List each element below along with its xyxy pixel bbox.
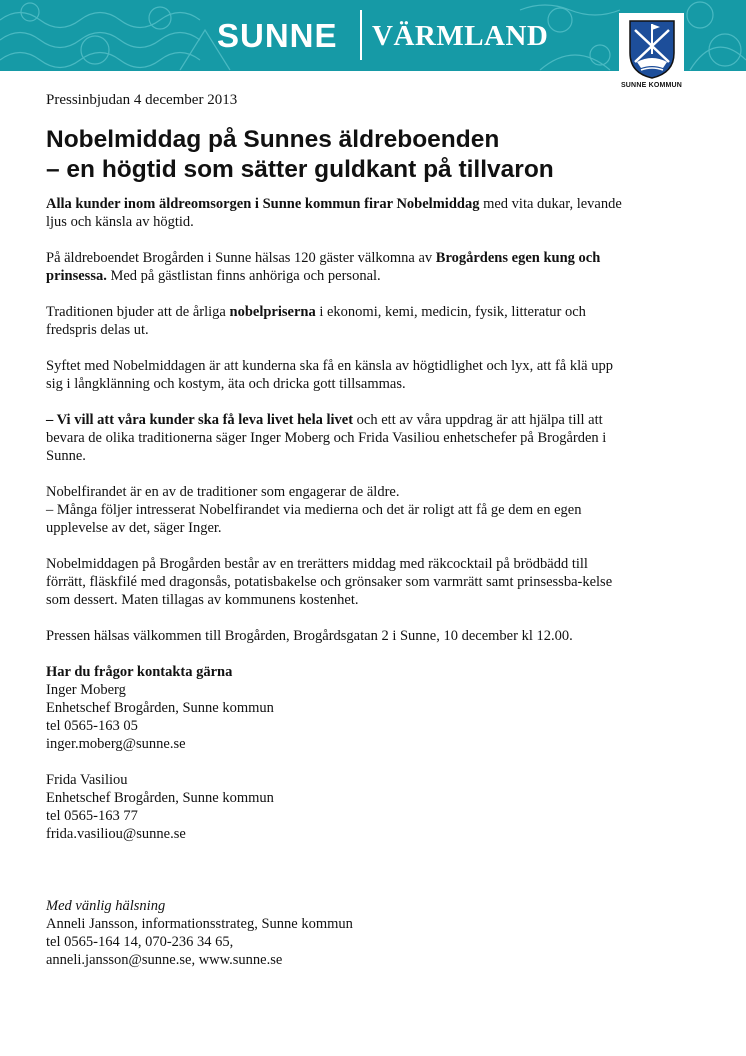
celebration-line-2: – Många följer intresserat Nobelfirandet via medierna och det är roligt att få ge dem en egen upplevelse av det, säger Inger. (46, 502, 582, 536)
paragraph-quote (46, 411, 626, 465)
guests-bold: Brogårdens egen kung och prinsessa. (46, 250, 601, 284)
guests-text: På äldreboendet Brogården i Sunne hälsas 120 gäster välkomna av (46, 250, 436, 266)
contact-block-2 (46, 771, 626, 843)
headline (46, 125, 626, 185)
paragraph-intro (46, 195, 626, 231)
paragraph-celebration (46, 483, 626, 537)
brand-divider (360, 10, 362, 60)
contact-1-phone: tel 0565-163 05 (46, 718, 138, 734)
signoff-phone: tel 0565-164 14, 070-236 34 65, (46, 934, 234, 950)
intro-bold: Alla kunder inom äldreomsorgen i Sunne kommun firar Nobelmiddag (46, 196, 480, 212)
contact-2-name: Frida Vasiliou (46, 772, 128, 788)
brand-name: SUNNE (217, 17, 338, 54)
contact-2-phone: tel 0565-163 77 (46, 808, 138, 824)
tradition-bold: nobelpriserna (229, 304, 316, 320)
intro-rest: med vita dukar, levande ljus och känsla av högtid. (46, 196, 622, 230)
coat-of-arms-icon (627, 18, 677, 80)
contact-2-email[interactable]: frida.vasiliou@sunne.se (46, 826, 186, 842)
signoff-greeting: Med vänlig hälsning (46, 898, 166, 914)
paragraph-guests (46, 249, 626, 285)
quote-rest: och ett av våra uppdrag är att hjälpa till att bevara de olika traditionerna säger Inger Moberg och Frida Vasiliou enhetschefer på Brogården i Sunne. (46, 412, 607, 464)
paragraph-invitation: Pressen hälsas välkommen till Brogården, Brogårdsgatan 2 i Sunne, 10 december kl 12.00. (46, 628, 573, 644)
spacer (46, 861, 626, 897)
headline-line-1: Nobelmiddag på Sunnes äldreboenden (46, 126, 500, 153)
paragraph-tradition (46, 303, 626, 339)
headline-line-2: – en högtid som sätter guldkant på tillvaron (46, 156, 554, 183)
press-release (46, 90, 626, 987)
contact-heading: Har du frågor kontakta gärna (46, 664, 233, 680)
tradition-rest: i ekonomi, kemi, medicin, fysik, litteratur och fredspris delas ut. (46, 304, 586, 338)
brand-region: VÄRMLAND (372, 20, 549, 52)
tradition-text: Traditionen bjuder att de årliga (46, 304, 230, 320)
municipality-crest (619, 13, 684, 93)
crest-caption: SUNNE KOMMUN (620, 82, 683, 89)
celebration-line-1: Nobelfirandet är en av de traditioner som engagerar de äldre. (46, 484, 400, 500)
signoff-contact-links[interactable]: anneli.jansson@sunne.se, www.sunne.se (46, 952, 283, 968)
quote-bold: – Vi vill att våra kunder ska få leva livet hela livet (46, 412, 354, 428)
contact-block-1 (46, 663, 626, 753)
contact-2-role: Enhetschef Brogården, Sunne kommun (46, 790, 274, 806)
guests-rest: Med på gästlistan finns anhöriga och personal. (106, 268, 381, 284)
contact-1-name: Inger Moberg (46, 682, 126, 698)
contact-1-role: Enhetschef Brogården, Sunne kommun (46, 700, 274, 716)
signoff-block (46, 897, 626, 969)
paragraph-purpose: Syftet med Nobelmiddagen är att kunderna ska få en känsla av högtidlighet och lyx, att få klä upp sig i långklänning och kostym, äta och dricka gott tillsammas. (46, 358, 613, 392)
signoff-name: Anneli Jansson, informationsstrateg, Sunne kommun (46, 916, 353, 932)
contact-1-email[interactable]: inger.moberg@sunne.se (46, 736, 186, 752)
date-line: Pressinbjudan 4 december 2013 (46, 92, 238, 108)
paragraph-menu: Nobelmiddagen på Brogården består av en trerätters middag med räkcocktail på brödbädd till förrätt, fläskfilé med dragonsås, potatisbakelse och grönsaker som varmrätt samt prinsessba-kelse som dessert. Maten tillagas av kommunens kostenhet. (46, 556, 613, 608)
